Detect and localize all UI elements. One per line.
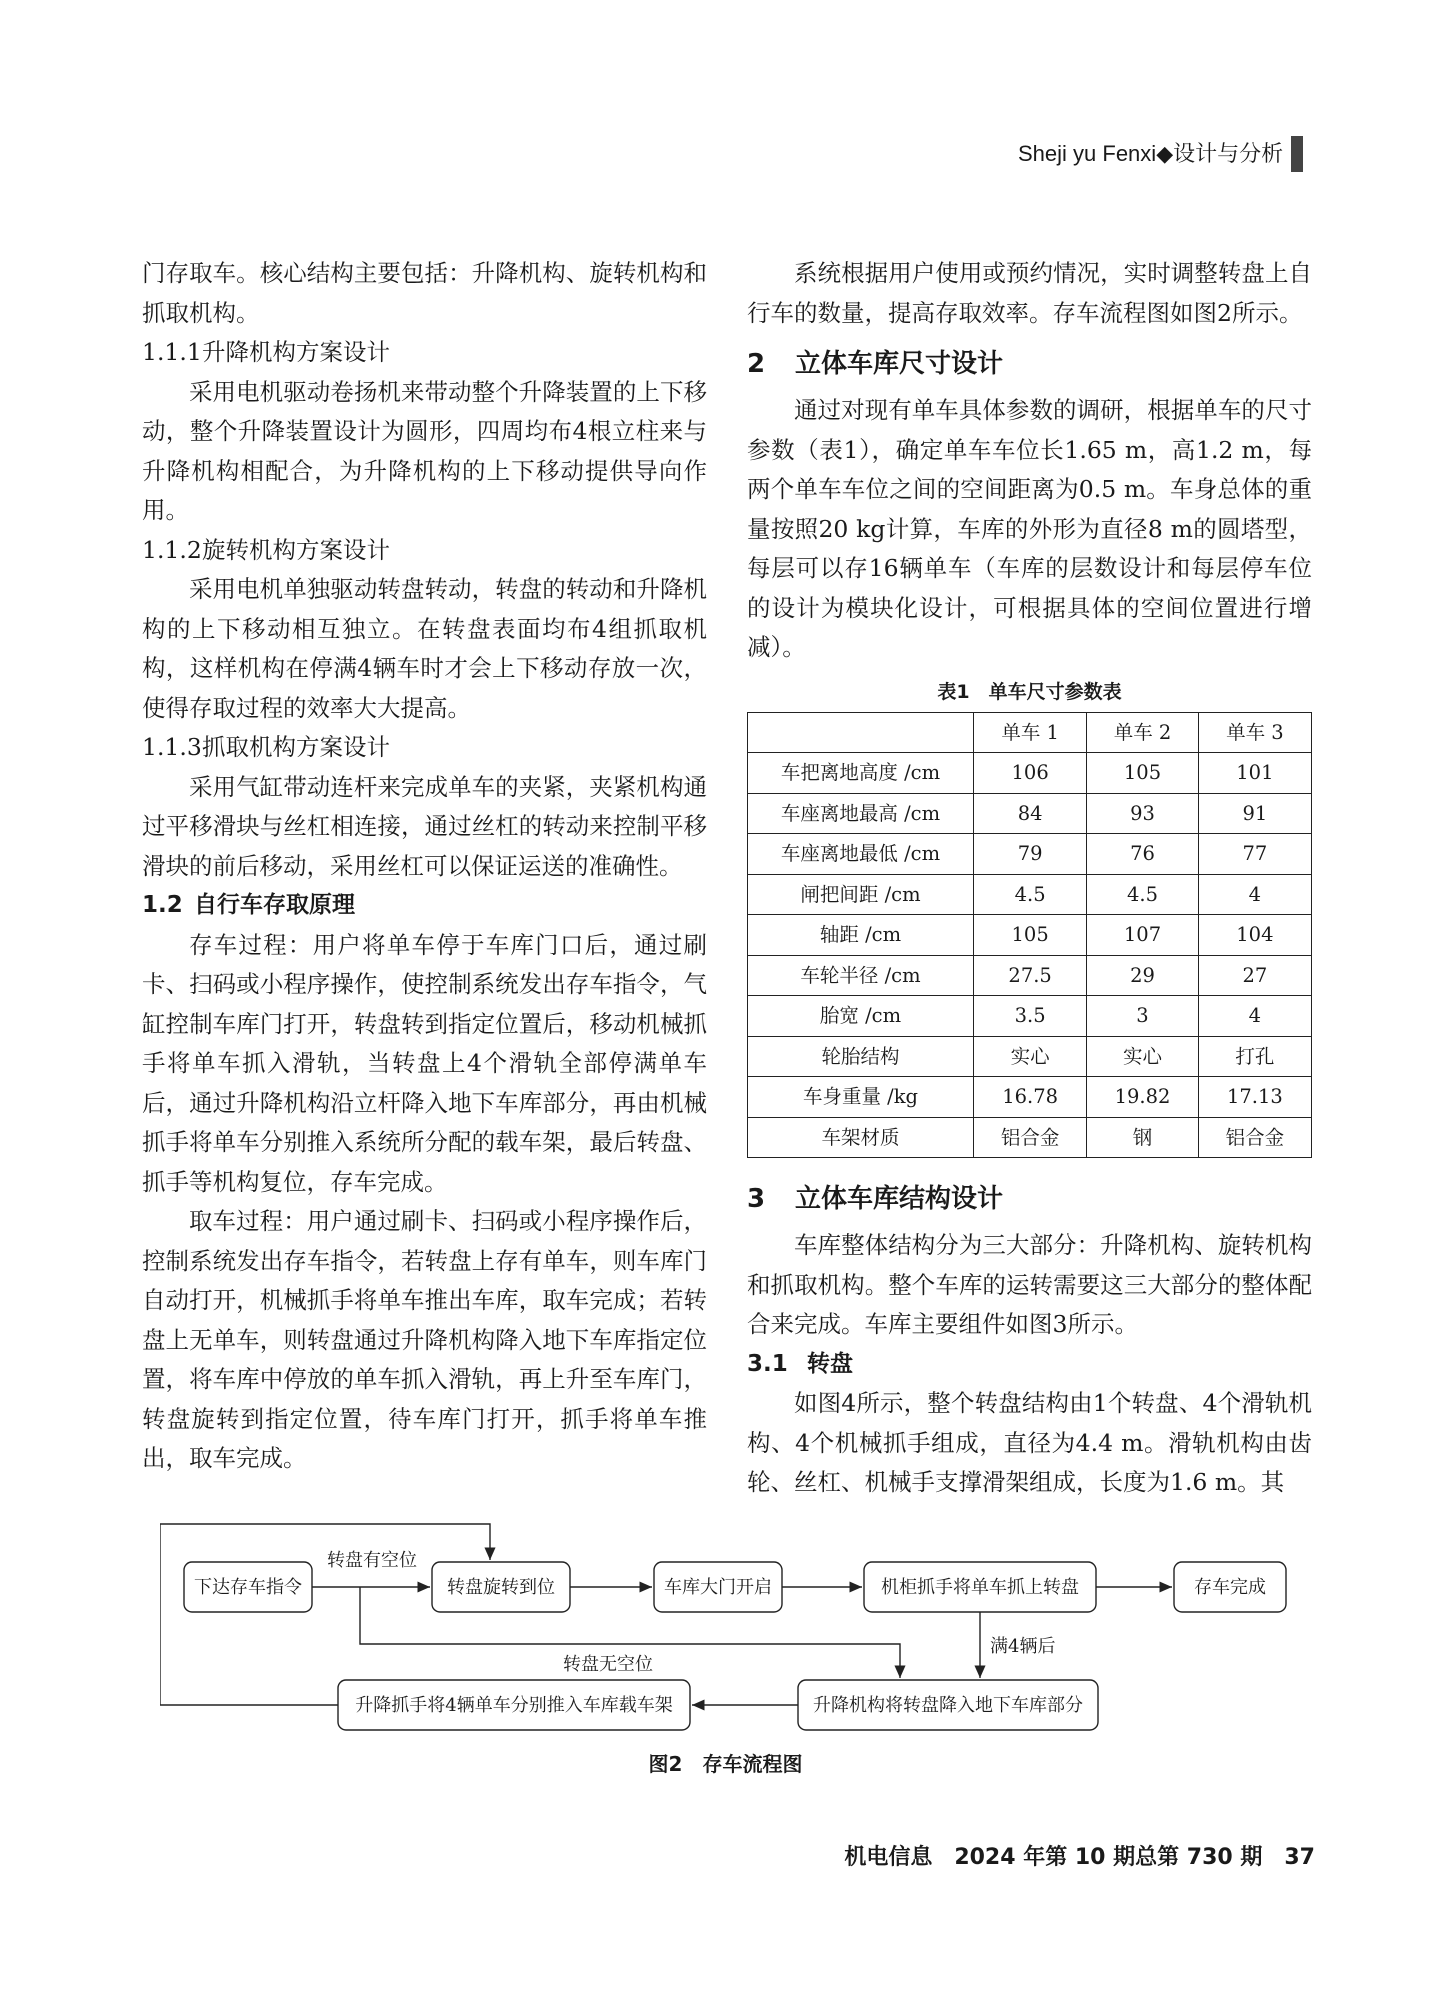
paragraph: 如图4所示，整个转盘结构由1个转盘、4个滑轨机构、4个机械抓手组成，直径为4.4 m。滑轨机构由齿轮、丝杠、机械手支撑滑架组成，长度为1.6 m。其 bbox=[747, 1389, 1312, 1496]
section-heading: 1.2 自行车存取原理 bbox=[142, 892, 355, 918]
paragraph: 门存取车。核心结构主要包括：升降机构、旋转机构和抓取机构。 bbox=[142, 259, 707, 327]
section-heading: 1.1.1升降机构方案设计 bbox=[142, 338, 390, 366]
table-cell: 76 bbox=[1087, 834, 1199, 875]
section-heading: 3 立体车库结构设计 bbox=[747, 1184, 1004, 1214]
table-cell: 车身重量 /kg bbox=[748, 1077, 974, 1118]
table-cell: 4.5 bbox=[974, 874, 1087, 915]
table-cell: 27 bbox=[1198, 955, 1311, 996]
table-cell: 铝合金 bbox=[1198, 1117, 1311, 1158]
table-row bbox=[748, 1077, 1312, 1118]
table-cell: 4 bbox=[1198, 996, 1311, 1037]
paragraph: 采用电机单独驱动转盘转动，转盘的转动和升降机构的上下移动相互独立。在转盘表面均布4组抓取机构，这样机构在停满4辆车时才会上下移动存放一次，使得存取过程的效率大大提高。 bbox=[142, 575, 707, 722]
table-cell: 79 bbox=[974, 834, 1087, 875]
left-column bbox=[142, 254, 707, 1479]
running-header bbox=[1018, 136, 1303, 172]
table-row bbox=[748, 996, 1312, 1037]
table-cell: 实心 bbox=[1087, 1036, 1199, 1077]
table-cell: 19.82 bbox=[1087, 1077, 1199, 1118]
table-row bbox=[748, 1117, 1312, 1158]
table-cell: 84 bbox=[974, 793, 1087, 834]
table-row bbox=[748, 753, 1312, 794]
table-cell: 93 bbox=[1087, 793, 1199, 834]
table-row bbox=[748, 793, 1312, 834]
table-cell: 101 bbox=[1198, 753, 1311, 794]
table-cell: 轴距 /cm bbox=[748, 915, 974, 956]
paragraph: 系统根据用户使用或预约情况，实时调整转盘上自行车的数量，提高存取效率。存车流程图如图2所示。 bbox=[747, 259, 1312, 327]
table-row bbox=[748, 874, 1312, 915]
table-cell: 闸把间距 /cm bbox=[748, 874, 974, 915]
flow-text: 机柜抓手将单车抓上转盘 bbox=[881, 1577, 1079, 1598]
flow-text: 存车完成 bbox=[1194, 1577, 1266, 1598]
table-cell: 3 bbox=[1087, 996, 1199, 1037]
table-body bbox=[748, 753, 1312, 1158]
arrow bbox=[160, 1524, 490, 1705]
table-caption: 表1 单车尺寸参数表 bbox=[937, 680, 1122, 703]
paragraph: 采用电机驱动卷扬机来带动整个升降装置的上下移动，整个升降装置设计为圆形，四周均布4根立柱来与升降机构相配合，为升降机构的上下移动提供导向作用。 bbox=[142, 377, 707, 524]
table-cell: 钢 bbox=[1087, 1117, 1199, 1158]
table-cell: 16.78 bbox=[974, 1077, 1087, 1118]
table-row bbox=[748, 834, 1312, 875]
section-heading: 3.1 转盘 bbox=[747, 1350, 853, 1377]
flow-text: 车库大门开启 bbox=[664, 1577, 772, 1598]
table-cell: 106 bbox=[974, 753, 1087, 794]
header-bar bbox=[1291, 136, 1303, 172]
table-cell: 车座离地最高 /cm bbox=[748, 793, 974, 834]
table-cell: 车把离地高度 /cm bbox=[748, 753, 974, 794]
flow-text: 转盘旋转到位 bbox=[447, 1577, 555, 1598]
table-header-cell: 单车 2 bbox=[1087, 712, 1199, 753]
table-cell: 4.5 bbox=[1087, 874, 1199, 915]
table-cell: 17.13 bbox=[1198, 1077, 1311, 1118]
table-cell: 29 bbox=[1087, 955, 1199, 996]
flow-label: 转盘有空位 bbox=[327, 1550, 417, 1571]
paragraph: 存车过程：用户将单车停于车库门口后，通过刷卡、扫码或小程序操作，使控制系统发出存车指令，气缸控制车库门打开，转盘转到指定位置后，移动机械抓手将单车抓入滑轨，当转盘上4个滑轨全部停满单车后，通过升降机构沿立杆降入地下车库部分，再由机械抓手将单车分别推入系统所分配的载车架，最后转盘、抓手等机构复位，存车完成。 bbox=[142, 930, 707, 1196]
paragraph: 车库整体结构分为三大部分：升降机构、旋转机构和抓取机构。整个车库的运转需要这三大部分的整体配合来完成。车库主要组件如图3所示。 bbox=[747, 1231, 1312, 1338]
table-cell: 4 bbox=[1198, 874, 1311, 915]
flow-text: 升降机构将转盘降入地下车库部分 bbox=[813, 1695, 1083, 1716]
table-cell: 车架材质 bbox=[748, 1117, 974, 1158]
table-row bbox=[748, 1036, 1312, 1077]
table-cell: 105 bbox=[974, 915, 1087, 956]
table-cell: 铝合金 bbox=[974, 1117, 1087, 1158]
table-header-cell: 单车 3 bbox=[1198, 712, 1311, 753]
paragraph: 取车过程：用户通过刷卡、扫码或小程序操作后，控制系统发出存车指令，若转盘上存有单车，则车库门自动打开，机械抓手将单车推出车库，取车完成；若转盘上无单车，则转盘通过升降机构降入地下车库指定位置，将车库中停放的单车抓入滑轨，再上升至车库门，转盘旋转到指定位置，待车库门打开，抓手将单车推出，取车完成。 bbox=[142, 1207, 707, 1472]
flowchart bbox=[160, 1520, 1320, 1740]
table-cell: 车座离地最低 /cm bbox=[748, 834, 974, 875]
header-latin: Sheji yu Fenxi bbox=[1018, 141, 1157, 166]
table-header-row bbox=[748, 712, 1312, 753]
table-cell: 实心 bbox=[974, 1036, 1087, 1077]
header-section: 设计与分析 bbox=[1173, 141, 1284, 166]
table-cell: 打孔 bbox=[1198, 1036, 1311, 1077]
table-cell: 105 bbox=[1087, 753, 1199, 794]
table-cell: 107 bbox=[1087, 915, 1199, 956]
table-cell: 104 bbox=[1198, 915, 1311, 956]
table-cell: 3.5 bbox=[974, 996, 1087, 1037]
bike-size-table bbox=[747, 712, 1312, 1159]
table-header-cell: 单车 1 bbox=[974, 712, 1087, 753]
table-cell: 77 bbox=[1198, 834, 1311, 875]
section-heading: 2 立体车库尺寸设计 bbox=[747, 349, 1004, 379]
table-cell: 91 bbox=[1198, 793, 1311, 834]
table-cell: 车轮半径 /cm bbox=[748, 955, 974, 996]
figure-caption: 图2 存车流程图 bbox=[648, 1752, 803, 1776]
table-header-cell bbox=[748, 712, 974, 753]
paragraph: 采用气缸带动连杆来完成单车的夹紧，夹紧机构通过平移滑块与丝杠相连接，通过丝杠的转动来控制平移滑块的前后移动，采用丝杠可以保证运送的准确性。 bbox=[142, 772, 707, 880]
flow-text: 升降抓手将4辆单车分别推入车库载车架 bbox=[355, 1695, 673, 1716]
flow-label: 转盘无空位 bbox=[563, 1654, 653, 1675]
right-column bbox=[747, 254, 1312, 1503]
section-heading: 1.1.2旋转机构方案设计 bbox=[142, 535, 390, 564]
footer: 机电信息 2024 年第 10 期总第 730 期 37 bbox=[844, 1845, 1315, 1870]
table-cell: 胎宽 /cm bbox=[748, 996, 974, 1037]
diamond-icon: ◆ bbox=[1156, 141, 1174, 166]
table-row bbox=[748, 955, 1312, 996]
table-cell: 轮胎结构 bbox=[748, 1036, 974, 1077]
flow-text: 下达存车指令 bbox=[194, 1577, 302, 1598]
section-heading: 1.1.3抓取机构方案设计 bbox=[142, 733, 390, 761]
table-row bbox=[748, 915, 1312, 956]
table-cell: 27.5 bbox=[974, 955, 1087, 996]
flow-label: 满4辆后 bbox=[990, 1636, 1056, 1657]
paragraph: 通过对现有单车具体参数的调研，根据单车的尺寸参数（表1），确定单车车位长1.65 m，高1.2 m，每两个单车车位之间的空间距离为0.5 m。车身总体的重量按照20 kg计算，车库的外形为直径8 m的圆塔型，每层可以存16辆单车（车库的层数设计和每层停车位的设计为模块化设计，可根据具体的空间位置进行增减）。 bbox=[747, 396, 1312, 661]
